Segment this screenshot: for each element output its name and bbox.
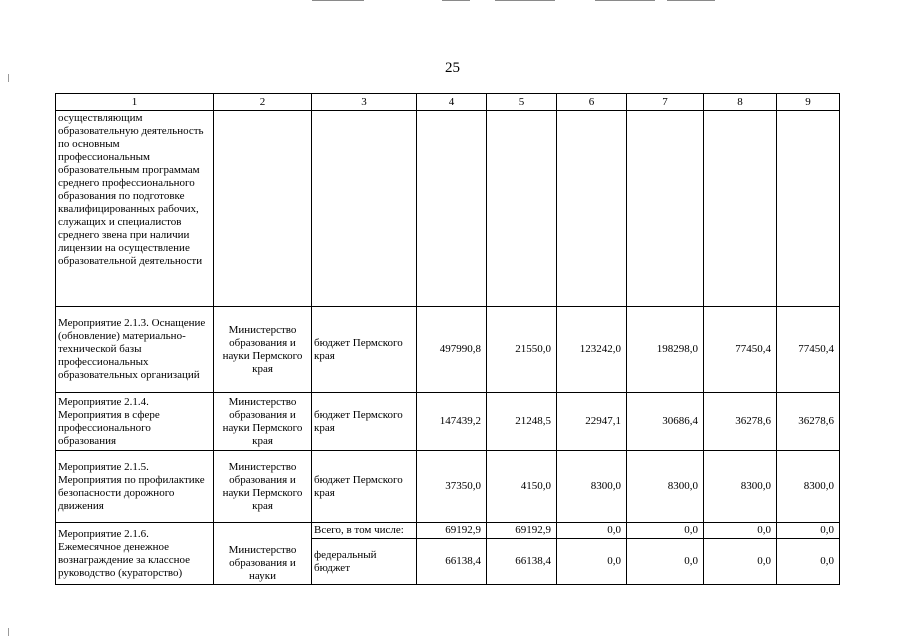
page-number: 25	[445, 60, 460, 76]
column-header: 8	[704, 94, 777, 111]
value-cell: 8300,0	[777, 451, 840, 523]
value-cell: 0,0	[557, 523, 627, 539]
empty-cell	[777, 111, 840, 307]
executor: Министерство образования и науки Пермского края	[214, 307, 312, 393]
executor: Министерство образования и науки Пермского края	[214, 451, 312, 523]
activity-name: Мероприятие 2.1.4. Мероприятия в сфере профессионального образования	[56, 393, 214, 451]
empty-cell	[557, 111, 627, 307]
value-cell: 30686,4	[627, 393, 704, 451]
activity-name-continuation: осуществляющим образовательную деятельность по основным профессиональным образовательным программам среднего профессионального образования по подготовке квалифицированных рабочих, служащих и специалистов среднего звена при наличии лицензии на осуществление образовательной деятельности	[56, 111, 214, 307]
executor: Министерство образования и науки	[214, 523, 312, 585]
table-row	[56, 523, 840, 539]
empty-cell	[417, 111, 487, 307]
value-cell: 77450,4	[704, 307, 777, 393]
value-cell: 0,0	[704, 523, 777, 539]
value-cell: 8300,0	[627, 451, 704, 523]
value-cell: 66138,4	[487, 539, 557, 585]
value-cell: 0,0	[627, 523, 704, 539]
scan-line	[595, 0, 655, 1]
value-cell: 77450,4	[777, 307, 840, 393]
value-cell: 0,0	[777, 523, 840, 539]
value-cell: 66138,4	[417, 539, 487, 585]
budget-table	[55, 93, 840, 585]
empty-cell	[487, 111, 557, 307]
table-row	[56, 451, 840, 523]
value-cell: 198298,0	[627, 307, 704, 393]
value-cell: 0,0	[777, 539, 840, 585]
value-cell: 147439,2	[417, 393, 487, 451]
value-cell: 22947,1	[557, 393, 627, 451]
column-header: 5	[487, 94, 557, 111]
column-header: 2	[214, 94, 312, 111]
column-header: 1	[56, 94, 214, 111]
value-cell: 36278,6	[777, 393, 840, 451]
scan-line	[442, 0, 470, 1]
executor: Министерство образования и науки Пермского края	[214, 393, 312, 451]
scan-line	[495, 0, 555, 1]
funding-source: федеральный бюджет	[312, 539, 417, 585]
column-header: 4	[417, 94, 487, 111]
funding-source: бюджет Пермского края	[312, 451, 417, 523]
column-header: 6	[557, 94, 627, 111]
column-header: 3	[312, 94, 417, 111]
value-cell: 21550,0	[487, 307, 557, 393]
value-cell: 0,0	[704, 539, 777, 585]
scan-mark	[8, 628, 9, 636]
value-cell: 4150,0	[487, 451, 557, 523]
value-cell: 21248,5	[487, 393, 557, 451]
value-cell: 0,0	[557, 539, 627, 585]
scan-line	[312, 0, 364, 1]
funding-source: бюджет Пермского края	[312, 307, 417, 393]
value-cell: 37350,0	[417, 451, 487, 523]
activity-name: Мероприятие 2.1.5. Мероприятия по профилактике безопасности дорожного движения	[56, 451, 214, 523]
empty-cell	[214, 111, 312, 307]
empty-cell	[704, 111, 777, 307]
empty-cell	[627, 111, 704, 307]
value-cell: 8300,0	[557, 451, 627, 523]
column-header: 7	[627, 94, 704, 111]
scan-line	[667, 0, 715, 1]
value-cell: 0,0	[627, 539, 704, 585]
table-row-continuation	[56, 111, 840, 307]
value-cell: 69192,9	[417, 523, 487, 539]
activity-name: Мероприятие 2.1.3. Оснащение (обновление) материально-технической базы профессиональных образовательных организаций	[56, 307, 214, 393]
empty-cell	[312, 111, 417, 307]
value-cell: 69192,9	[487, 523, 557, 539]
funding-source: бюджет Пермского края	[312, 393, 417, 451]
table-row	[56, 307, 840, 393]
value-cell: 36278,6	[704, 393, 777, 451]
value-cell: 123242,0	[557, 307, 627, 393]
activity-name: Мероприятие 2.1.6. Ежемесячное денежное вознаграждение за классное руководство (кураторство)	[56, 523, 214, 585]
table-header-row	[56, 94, 840, 111]
value-cell: 8300,0	[704, 451, 777, 523]
column-header: 9	[777, 94, 840, 111]
table-row	[56, 393, 840, 451]
funding-source: Всего, в том числе:	[312, 523, 417, 539]
value-cell: 497990,8	[417, 307, 487, 393]
